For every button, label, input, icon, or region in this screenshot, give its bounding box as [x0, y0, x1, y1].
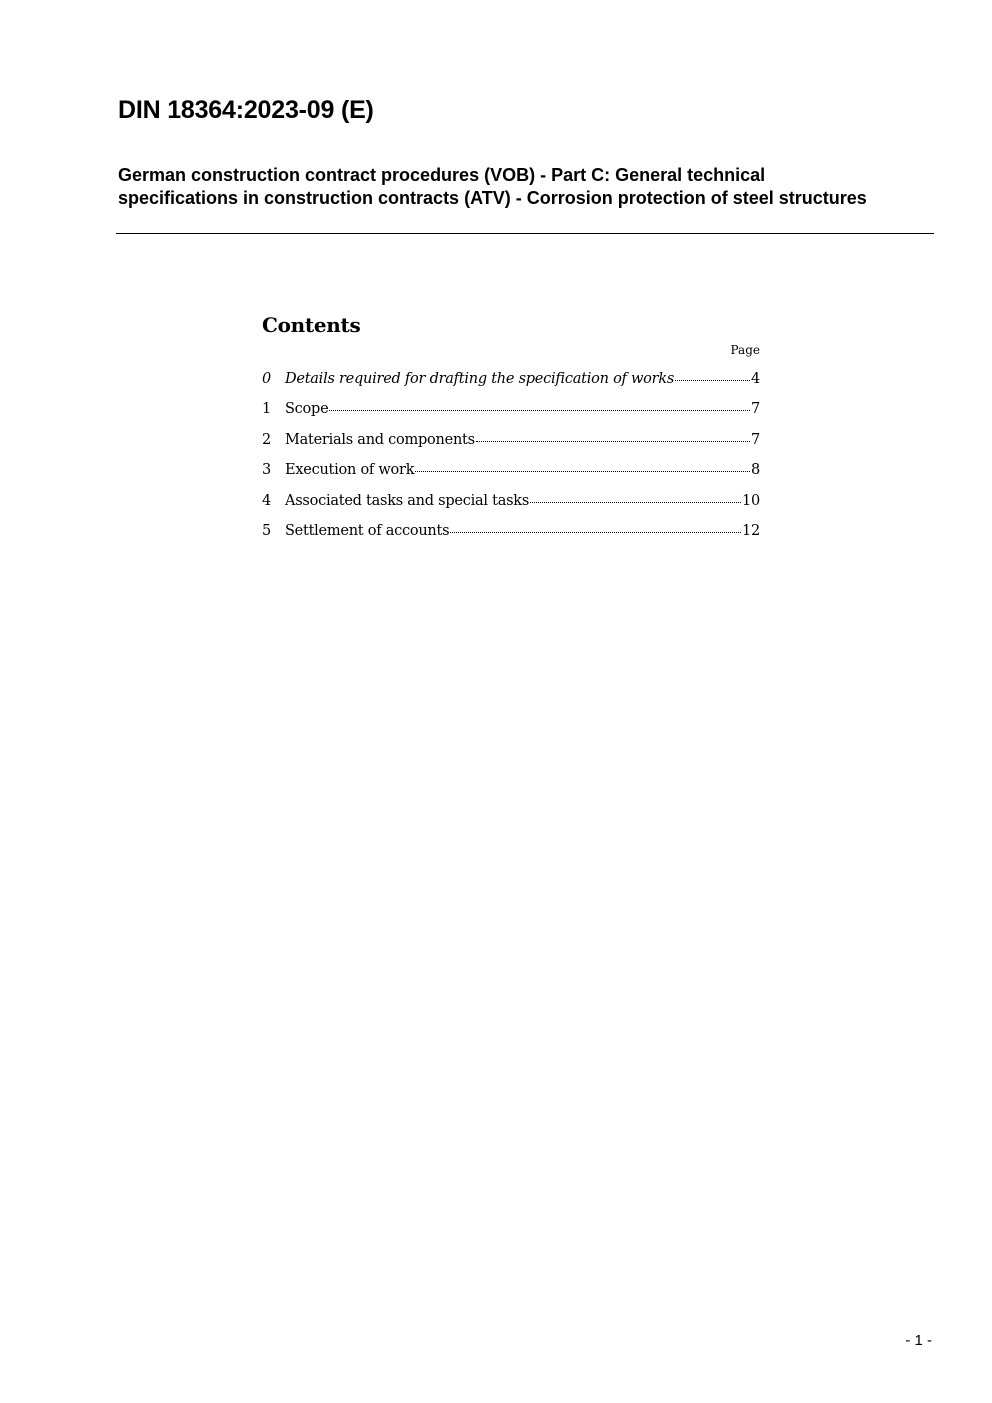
toc-page-column-label: Page	[730, 343, 760, 357]
toc-entry-number: 3	[262, 462, 271, 479]
toc-entry-title[interactable]: Settlement of accounts	[285, 522, 450, 539]
title-divider	[116, 233, 934, 234]
toc-entry-title[interactable]: Scope	[285, 401, 329, 418]
toc-entry-1[interactable]	[262, 394, 760, 424]
toc-list	[262, 364, 760, 546]
table-of-contents	[262, 311, 760, 546]
toc-heading: Contents	[262, 313, 361, 337]
dot-leader	[476, 440, 750, 442]
toc-entry-number: 5	[262, 522, 271, 539]
toc-entry-number: 4	[262, 492, 271, 509]
toc-entry-page[interactable]: 10	[742, 492, 760, 509]
toc-entry-title[interactable]: Materials and components	[285, 431, 475, 448]
toc-entry-page[interactable]: 4	[751, 371, 760, 387]
document-id: DIN 18364:2023-09 (E)	[118, 96, 374, 124]
toc-entry-4[interactable]	[262, 486, 760, 516]
dot-leader	[415, 470, 750, 472]
toc-entry-number: 1	[262, 401, 271, 418]
dot-leader	[329, 409, 750, 411]
toc-entry-page[interactable]: 7	[751, 431, 760, 448]
toc-entry-5[interactable]	[262, 516, 760, 546]
dot-leader	[450, 531, 741, 533]
page-number: - 1 -	[905, 1332, 932, 1349]
toc-entry-title[interactable]: Execution of work	[285, 462, 415, 479]
dot-leader	[675, 379, 750, 381]
toc-entry-title[interactable]: Associated tasks and special tasks	[285, 492, 530, 509]
toc-entry-page[interactable]: 8	[751, 462, 760, 479]
dot-leader	[530, 501, 741, 503]
toc-entry-page[interactable]: 12	[742, 522, 760, 539]
toc-entry-number: 0	[262, 371, 271, 387]
document-title: German construction contract procedures (VOB) - Part C: General technical specifications in construction contracts (ATV) - Corrosion protection of steel structures	[118, 165, 867, 208]
toc-entry-page[interactable]: 7	[751, 401, 760, 418]
toc-entry-2[interactable]	[262, 425, 760, 455]
toc-entry-0[interactable]	[262, 364, 760, 394]
toc-entry-number: 2	[262, 431, 271, 448]
toc-entry-title[interactable]: Details required for drafting the specification of works	[285, 371, 675, 387]
toc-entry-3[interactable]	[262, 455, 760, 485]
